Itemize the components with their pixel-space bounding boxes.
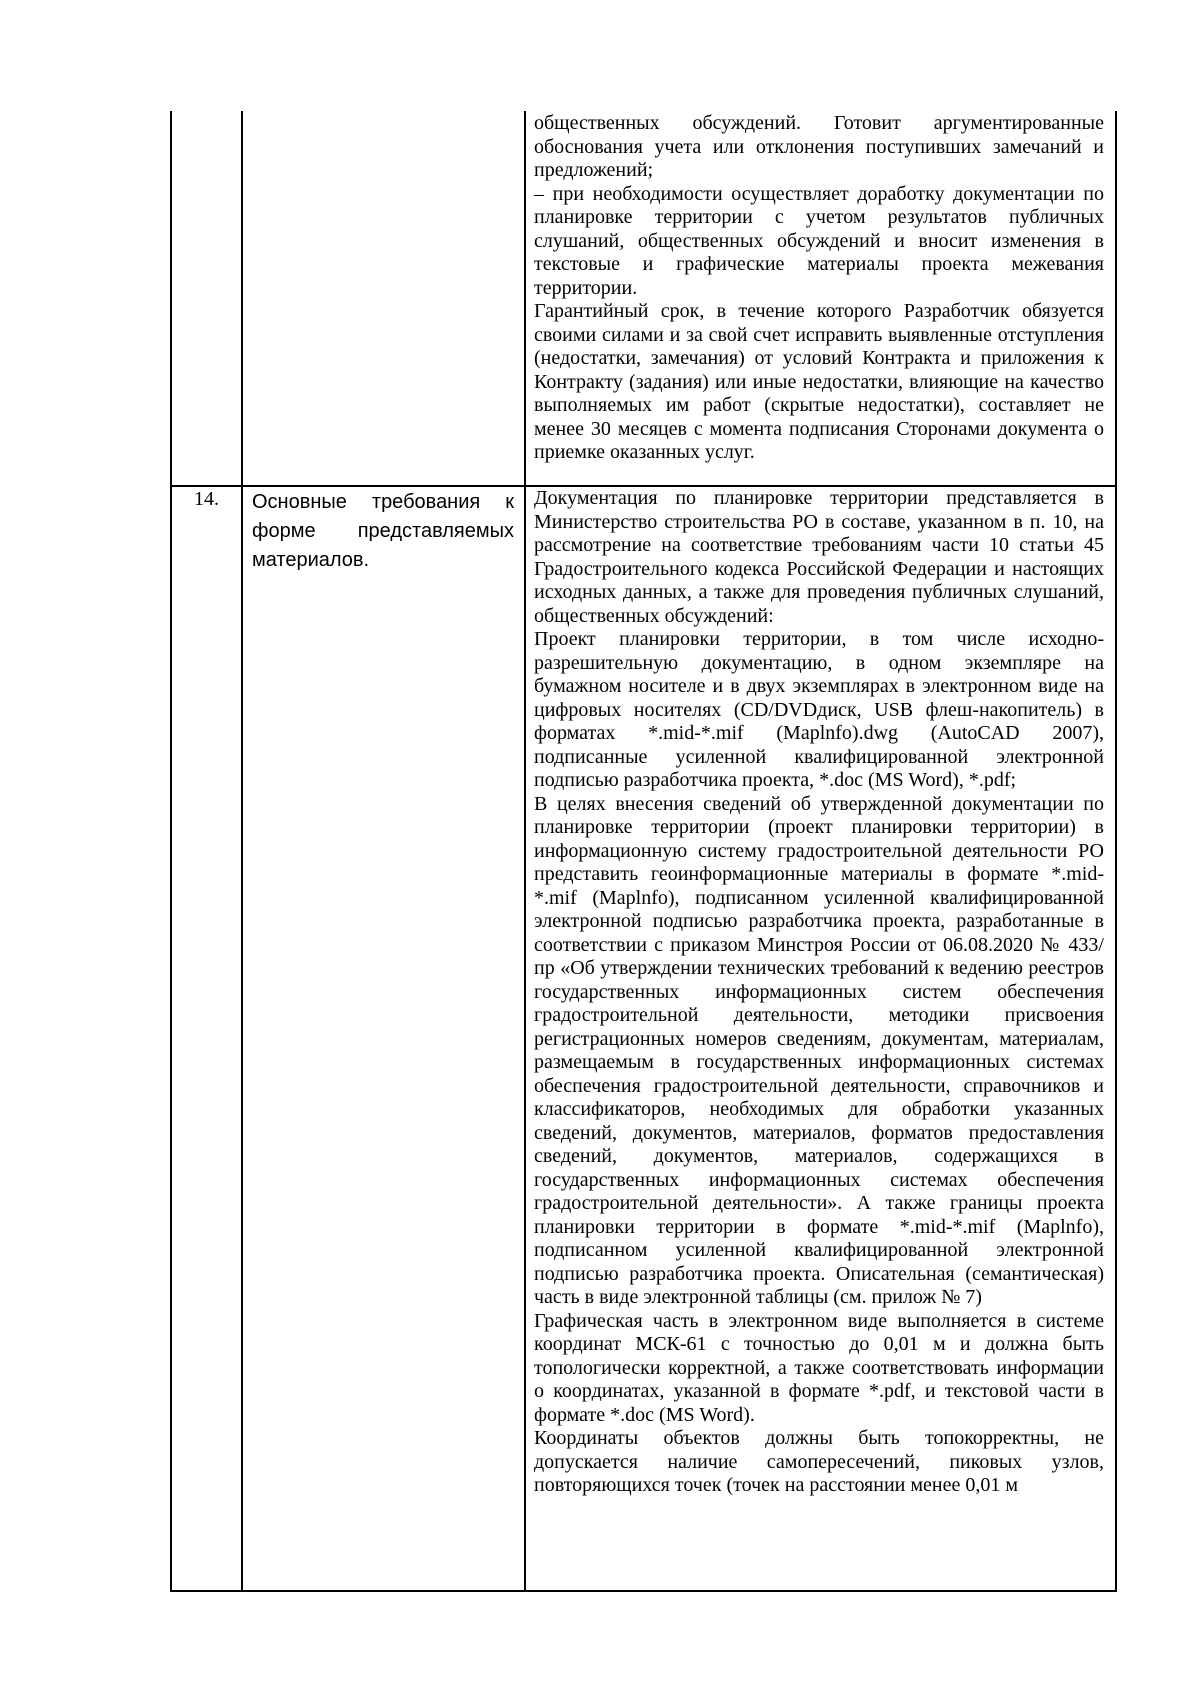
paragraph: Документация по планировке территории представляется в Министерство строительства РО в составе, указанном в п. 10, на рассмотрение на соответствие требованиям части 10 статьи 45 Градостроительного кодекса Российской Федерации и настоящих исходных данных, а также для проведения публичных слушаний, общественных обсуждений: [534, 487, 1104, 627]
row-content [534, 487, 1104, 1498]
table-border-bottom [170, 1590, 1117, 1592]
paragraph: – при необходимости осуществляет доработку документации по планировке территории с учетом результатов публичных слушаний, общественных обсуждений и вносит изменения в текстовые и графические материалы проекта межевания территории. [534, 182, 1104, 299]
paragraph: Гарантийный срок, в течение которого Разработчик обязуется своими силами и за свой счет исправить выявленные отступления (недостатки, замечания) от условий Контракта и приложения к Контракту (задания) или иные недостатки, влияющие на качество выполняемых им работ (скрытые недостатки), составляет не менее 30 месяцев с момента подписания Сторонами документа о приемке оказанных услуг. [534, 300, 1104, 463]
table-border-col2 [524, 111, 526, 1592]
row-number: 14. [194, 488, 219, 510]
paragraph: Проект планировки территории, в том числе исходно-разрешительную документацию, в одном экземпляре на бумажном носителе и в двух экземплярах в электронном виде на цифровых носителях (CD/DVDдиск, USB флеш-накопитель) в форматах *.mid-*.mif (Maplnfo).dwg (AutoCAD 2007), подписанные усиленной квалифицированной электронной подписью разработчика проекта, *.doc (MS Word), *.pdf; [534, 628, 1104, 791]
table-border-right [1115, 111, 1117, 1592]
row-content [534, 112, 1104, 465]
paragraph: Координаты объектов должны быть топокорректны, не допускается наличие самопересечений, пиковых узлов, повторяющихся точек (точек на расстоянии менее 0,01 м [534, 1427, 1104, 1496]
table-border-left [170, 111, 172, 1592]
table-border-col1 [241, 111, 243, 1592]
paragraph: В целях внесения сведений об утвержденной документации по планировке территории (проект планировки территории) в информационную систему градостроительной деятельности РО представить геоинформационные материалы в формате *.mid-*.mif (Maplnfo), подписанном усиленной квалифицированной электронной подписью разработчика проекта, разработанные в соответствии с приказом Минстроя России от 06.08.2020 № 433/пр «Об утверждении технических требований к ведению реестров государственных информационных систем обеспечения градостроительной деятельности, методики присвоения регистрационных номеров сведениям, документам, материалам, размещаемым в государственных информационных системах обеспечения градостроительной деятельности, справочников и классификаторов, необходимых для обработки указанных сведений, документов, материалов, форматов предоставления сведений, документов, материалов, содержащихся в государственных информационных системах обеспечения градостроительной деятельности». А также границы проекта планировки территории в формате *.mid-*.mif (Maplnfo), подписанном усиленной квалифицированной электронной подписью разработчика проекта. Описательная (семантическая) часть в виде электронной таблицы (см. прилож № 7) [534, 792, 1104, 1308]
requirement-label: Основные требования к форме представляемых материалов. [252, 491, 514, 571]
paragraph: общественных обсуждений. Готовит аргументированные обоснования учета или отклонения поступивших замечаний и предложений; [534, 112, 1104, 181]
paragraph: Графическая часть в электронном виде выполняется в системе координат МСК-61 с точностью до 0,01 м и должна быть топологически корректной, а также соответствовать информации о координатах, указанной в формате *.pdf, и текстовой части в формате *.doc (MS Word). [534, 1309, 1104, 1426]
